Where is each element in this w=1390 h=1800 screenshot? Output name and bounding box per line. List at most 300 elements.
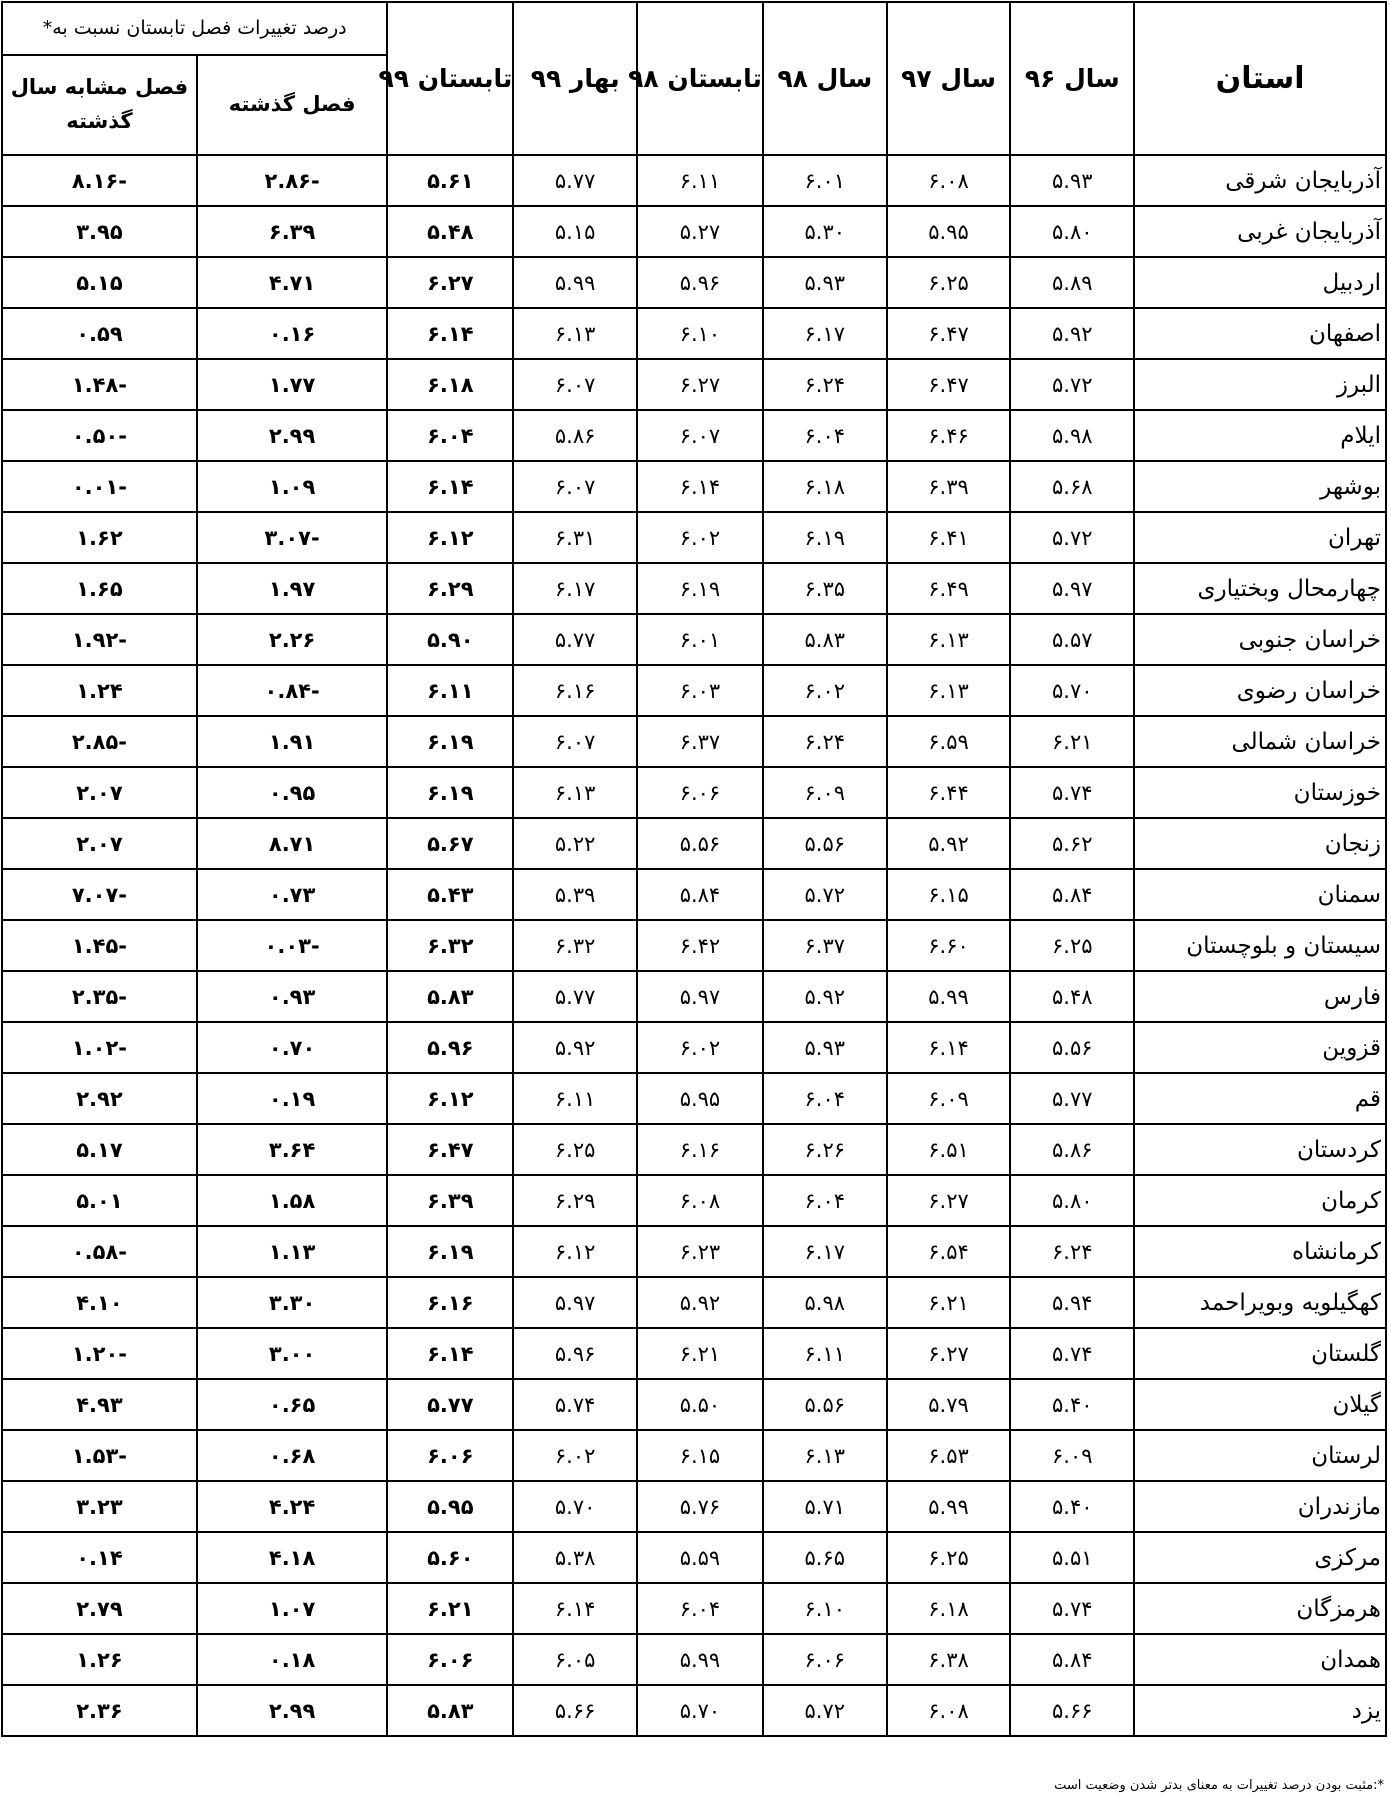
cell-summer-99: ۶.۱۶ xyxy=(387,1277,513,1328)
cell-province: کرمانشاه xyxy=(1134,1226,1386,1277)
cell-year-98: ۵.۵۶ xyxy=(763,818,887,869)
cell-summer-98: ۶.۲۱ xyxy=(637,1328,763,1379)
cell-province: سمنان xyxy=(1134,869,1386,920)
cell-year-96: ۵.۹۳ xyxy=(1010,155,1134,206)
cell-change-same-season: ۳.۲۳ xyxy=(2,1481,197,1532)
cell-summer-99: ۵.۶۷ xyxy=(387,818,513,869)
cell-year-96: ۵.۸۰ xyxy=(1010,1175,1134,1226)
cell-summer-99: ۶.۱۲ xyxy=(387,512,513,563)
table-row xyxy=(2,308,1386,359)
cell-year-98: ۵.۵۶ xyxy=(763,1379,887,1430)
cell-year-97: ۶.۳۸ xyxy=(887,1634,1011,1685)
cell-year-97: ۶.۵۱ xyxy=(887,1124,1011,1175)
cell-year-98: ۶.۲۴ xyxy=(763,716,887,767)
cell-year-96: ۵.۷۲ xyxy=(1010,359,1134,410)
cell-summer-99: ۶.۲۷ xyxy=(387,257,513,308)
cell-summer-99: ۵.۹۶ xyxy=(387,1022,513,1073)
cell-change-prev-season: ۱.۱۳ xyxy=(197,1226,387,1277)
cell-change-same-season: -۲.۳۵ xyxy=(2,971,197,1022)
cell-change-prev-season: ۲.۹۹ xyxy=(197,410,387,461)
cell-summer-98: ۶.۰۳ xyxy=(637,665,763,716)
cell-year-97: ۶.۳۹ xyxy=(887,461,1011,512)
cell-spring-99: ۶.۱۱ xyxy=(513,1073,637,1124)
cell-year-97: ۶.۵۴ xyxy=(887,1226,1011,1277)
cell-summer-98: ۵.۷۶ xyxy=(637,1481,763,1532)
cell-change-prev-season: ۰.۷۰ xyxy=(197,1022,387,1073)
cell-year-96: ۵.۹۸ xyxy=(1010,410,1134,461)
cell-province: ایلام xyxy=(1134,410,1386,461)
cell-change-prev-season: ۱.۰۹ xyxy=(197,461,387,512)
header-summer-99: تابستان ۹۹ xyxy=(387,2,513,155)
cell-year-98: ۶.۰۹ xyxy=(763,767,887,818)
cell-year-97: ۶.۴۴ xyxy=(887,767,1011,818)
cell-change-same-season: -۰.۵۰ xyxy=(2,410,197,461)
cell-spring-99: ۶.۱۳ xyxy=(513,308,637,359)
cell-summer-98: ۵.۵۰ xyxy=(637,1379,763,1430)
header-spring-99: بهار ۹۹ xyxy=(513,2,637,155)
table-row xyxy=(2,1175,1386,1226)
cell-summer-98: ۶.۲۳ xyxy=(637,1226,763,1277)
cell-year-97: ۶.۱۵ xyxy=(887,869,1011,920)
cell-spring-99: ۵.۹۷ xyxy=(513,1277,637,1328)
cell-summer-99: ۶.۰۶ xyxy=(387,1430,513,1481)
cell-year-98: ۶.۳۷ xyxy=(763,920,887,971)
cell-year-96: ۵.۴۰ xyxy=(1010,1379,1134,1430)
cell-year-98: ۵.۸۳ xyxy=(763,614,887,665)
cell-summer-99: ۶.۱۴ xyxy=(387,308,513,359)
cell-year-96: ۵.۵۷ xyxy=(1010,614,1134,665)
cell-spring-99: ۵.۷۴ xyxy=(513,1379,637,1430)
cell-year-97: ۵.۹۹ xyxy=(887,1481,1011,1532)
cell-year-96: ۵.۷۴ xyxy=(1010,1328,1134,1379)
cell-year-96: ۵.۷۴ xyxy=(1010,1583,1134,1634)
cell-year-97: ۶.۴۹ xyxy=(887,563,1011,614)
cell-summer-99: ۶.۱۱ xyxy=(387,665,513,716)
cell-year-97: ۶.۱۴ xyxy=(887,1022,1011,1073)
header-year-98: سال ۹۸ xyxy=(763,2,887,155)
cell-change-same-season: ۰.۵۹ xyxy=(2,308,197,359)
cell-summer-99: ۶.۱۴ xyxy=(387,461,513,512)
cell-summer-99: ۶.۲۹ xyxy=(387,563,513,614)
table-row xyxy=(2,920,1386,971)
cell-change-prev-season: ۲.۹۹ xyxy=(197,1685,387,1736)
cell-summer-99: ۶.۰۶ xyxy=(387,1634,513,1685)
cell-change-prev-season: ۳.۶۴ xyxy=(197,1124,387,1175)
cell-year-98: ۵.۶۵ xyxy=(763,1532,887,1583)
cell-province: کرمان xyxy=(1134,1175,1386,1226)
cell-province: گلستان xyxy=(1134,1328,1386,1379)
cell-spring-99: ۵.۷۷ xyxy=(513,971,637,1022)
cell-spring-99: ۶.۱۴ xyxy=(513,1583,637,1634)
cell-change-prev-season: ۱.۷۷ xyxy=(197,359,387,410)
cell-year-97: ۶.۲۱ xyxy=(887,1277,1011,1328)
cell-summer-98: ۶.۰۸ xyxy=(637,1175,763,1226)
cell-change-prev-season: -۰.۸۴ xyxy=(197,665,387,716)
cell-spring-99: ۶.۰۷ xyxy=(513,461,637,512)
table-row xyxy=(2,1124,1386,1175)
cell-summer-99: ۵.۸۳ xyxy=(387,1685,513,1736)
cell-year-98: ۶.۲۶ xyxy=(763,1124,887,1175)
cell-spring-99: ۵.۳۹ xyxy=(513,869,637,920)
cell-year-96: ۵.۸۴ xyxy=(1010,1634,1134,1685)
cell-spring-99: ۵.۹۶ xyxy=(513,1328,637,1379)
cell-year-98: ۶.۰۶ xyxy=(763,1634,887,1685)
cell-summer-98: ۶.۲۷ xyxy=(637,359,763,410)
cell-change-prev-season: -۳.۰۷ xyxy=(197,512,387,563)
cell-year-96: ۵.۶۸ xyxy=(1010,461,1134,512)
province-table-sheet xyxy=(1,1,1387,1737)
cell-summer-99: ۶.۱۹ xyxy=(387,716,513,767)
header-same-season-prev-year: فصل مشابه سال گذشته xyxy=(2,55,197,155)
cell-change-prev-season: ۰.۷۳ xyxy=(197,869,387,920)
cell-year-96: ۵.۶۲ xyxy=(1010,818,1134,869)
cell-year-96: ۵.۵۱ xyxy=(1010,1532,1134,1583)
cell-province: چهارمحال وبختیاری xyxy=(1134,563,1386,614)
cell-spring-99: ۶.۰۲ xyxy=(513,1430,637,1481)
cell-province: اصفهان xyxy=(1134,308,1386,359)
cell-year-97: ۶.۰۹ xyxy=(887,1073,1011,1124)
table-row xyxy=(2,1277,1386,1328)
cell-province: خراسان جنوبی xyxy=(1134,614,1386,665)
cell-year-96: ۵.۴۰ xyxy=(1010,1481,1134,1532)
cell-spring-99: ۵.۸۶ xyxy=(513,410,637,461)
cell-summer-98: ۵.۸۴ xyxy=(637,869,763,920)
cell-year-96: ۵.۷۰ xyxy=(1010,665,1134,716)
cell-change-prev-season: -۲.۸۶ xyxy=(197,155,387,206)
cell-summer-98: ۵.۲۷ xyxy=(637,206,763,257)
cell-summer-99: ۶.۴۷ xyxy=(387,1124,513,1175)
table-row xyxy=(2,359,1386,410)
table-row xyxy=(2,512,1386,563)
cell-summer-98: ۶.۱۶ xyxy=(637,1124,763,1175)
table-row xyxy=(2,818,1386,869)
province-data-table xyxy=(1,1,1387,1737)
table-row xyxy=(2,716,1386,767)
cell-change-same-season: -۱.۵۳ xyxy=(2,1430,197,1481)
cell-province: خراسان شمالی xyxy=(1134,716,1386,767)
cell-year-98: ۶.۲۴ xyxy=(763,359,887,410)
cell-summer-98: ۶.۰۴ xyxy=(637,1583,763,1634)
table-header xyxy=(2,2,1386,155)
cell-province: کردستان xyxy=(1134,1124,1386,1175)
cell-spring-99: ۵.۹۲ xyxy=(513,1022,637,1073)
cell-change-same-season: ۲.۳۶ xyxy=(2,1685,197,1736)
cell-spring-99: ۶.۲۹ xyxy=(513,1175,637,1226)
cell-year-98: ۵.۷۲ xyxy=(763,869,887,920)
cell-year-97: ۵.۹۲ xyxy=(887,818,1011,869)
cell-year-96: ۵.۹۲ xyxy=(1010,308,1134,359)
cell-year-98: ۶.۱۳ xyxy=(763,1430,887,1481)
table-row xyxy=(2,971,1386,1022)
cell-spring-99: ۵.۷۷ xyxy=(513,614,637,665)
header-province: استان xyxy=(1134,2,1386,155)
cell-year-97: ۶.۰۸ xyxy=(887,155,1011,206)
cell-change-prev-season: ۳.۳۰ xyxy=(197,1277,387,1328)
cell-year-97: ۵.۷۹ xyxy=(887,1379,1011,1430)
footnote: *:مثبت بودن درصد تغییرات به معنای بدتر شدن وضعیت است xyxy=(1054,1778,1384,1793)
table-row xyxy=(2,257,1386,308)
cell-year-98: ۶.۱۷ xyxy=(763,1226,887,1277)
cell-year-96: ۶.۲۵ xyxy=(1010,920,1134,971)
cell-year-97: ۶.۴۷ xyxy=(887,359,1011,410)
table-row xyxy=(2,1685,1386,1736)
cell-province: خراسان رضوی xyxy=(1134,665,1386,716)
cell-summer-98: ۵.۹۷ xyxy=(637,971,763,1022)
cell-year-97: ۶.۲۷ xyxy=(887,1175,1011,1226)
cell-year-98: ۵.۷۲ xyxy=(763,1685,887,1736)
cell-change-prev-season: ۱.۰۷ xyxy=(197,1583,387,1634)
cell-province: البرز xyxy=(1134,359,1386,410)
cell-year-96: ۵.۶۶ xyxy=(1010,1685,1134,1736)
cell-province: تهران xyxy=(1134,512,1386,563)
cell-year-97: ۵.۹۹ xyxy=(887,971,1011,1022)
cell-summer-99: ۵.۸۳ xyxy=(387,971,513,1022)
cell-summer-99: ۶.۱۸ xyxy=(387,359,513,410)
cell-summer-99: ۶.۱۲ xyxy=(387,1073,513,1124)
table-row xyxy=(2,410,1386,461)
cell-summer-98: ۶.۱۹ xyxy=(637,563,763,614)
cell-year-97: ۶.۴۷ xyxy=(887,308,1011,359)
cell-spring-99: ۵.۳۸ xyxy=(513,1532,637,1583)
cell-summer-99: ۵.۹۵ xyxy=(387,1481,513,1532)
cell-summer-98: ۵.۹۹ xyxy=(637,1634,763,1685)
cell-year-97: ۶.۱۳ xyxy=(887,614,1011,665)
cell-year-98: ۶.۱۰ xyxy=(763,1583,887,1634)
cell-change-prev-season: ۰.۱۶ xyxy=(197,308,387,359)
table-row xyxy=(2,563,1386,614)
cell-change-same-season: ۲.۹۲ xyxy=(2,1073,197,1124)
cell-province: هرمزگان xyxy=(1134,1583,1386,1634)
cell-summer-98: ۵.۷۰ xyxy=(637,1685,763,1736)
cell-spring-99: ۶.۰۵ xyxy=(513,1634,637,1685)
cell-year-98: ۵.۷۱ xyxy=(763,1481,887,1532)
cell-change-same-season: ۴.۹۳ xyxy=(2,1379,197,1430)
cell-year-98: ۶.۰۴ xyxy=(763,1073,887,1124)
cell-summer-98: ۶.۱۰ xyxy=(637,308,763,359)
cell-spring-99: ۵.۹۹ xyxy=(513,257,637,308)
cell-year-98: ۵.۳۰ xyxy=(763,206,887,257)
table-row xyxy=(2,1634,1386,1685)
cell-spring-99: ۶.۳۲ xyxy=(513,920,637,971)
cell-summer-99: ۶.۱۹ xyxy=(387,767,513,818)
cell-spring-99: ۵.۶۶ xyxy=(513,1685,637,1736)
cell-summer-99: ۵.۹۰ xyxy=(387,614,513,665)
cell-change-same-season: -۱.۴۸ xyxy=(2,359,197,410)
cell-summer-98: ۶.۱۴ xyxy=(637,461,763,512)
cell-summer-98: ۵.۵۶ xyxy=(637,818,763,869)
cell-spring-99: ۵.۲۲ xyxy=(513,818,637,869)
cell-change-prev-season: ۰.۱۸ xyxy=(197,1634,387,1685)
table-row xyxy=(2,1532,1386,1583)
cell-change-same-season: -۷.۰۷ xyxy=(2,869,197,920)
cell-change-same-season: ۵.۱۵ xyxy=(2,257,197,308)
cell-summer-98: ۶.۱۱ xyxy=(637,155,763,206)
cell-year-96: ۵.۷۲ xyxy=(1010,512,1134,563)
cell-change-prev-season: ۰.۹۵ xyxy=(197,767,387,818)
cell-province: لرستان xyxy=(1134,1430,1386,1481)
cell-year-98: ۵.۹۳ xyxy=(763,257,887,308)
table-row xyxy=(2,1073,1386,1124)
cell-year-96: ۵.۸۶ xyxy=(1010,1124,1134,1175)
cell-year-96: ۵.۷۴ xyxy=(1010,767,1134,818)
cell-summer-98: ۶.۰۲ xyxy=(637,1022,763,1073)
cell-summer-99: ۵.۶۰ xyxy=(387,1532,513,1583)
cell-summer-99: ۶.۳۹ xyxy=(387,1175,513,1226)
cell-summer-99: ۶.۲۱ xyxy=(387,1583,513,1634)
cell-change-prev-season: ۰.۹۳ xyxy=(197,971,387,1022)
cell-province: قم xyxy=(1134,1073,1386,1124)
table-row xyxy=(2,1481,1386,1532)
cell-year-96: ۵.۸۹ xyxy=(1010,257,1134,308)
cell-change-same-season: ۵.۰۱ xyxy=(2,1175,197,1226)
cell-year-96: ۵.۸۴ xyxy=(1010,869,1134,920)
table-row xyxy=(2,1379,1386,1430)
cell-spring-99: ۶.۰۷ xyxy=(513,716,637,767)
cell-year-96: ۵.۸۰ xyxy=(1010,206,1134,257)
cell-year-97: ۶.۵۳ xyxy=(887,1430,1011,1481)
cell-province: همدان xyxy=(1134,1634,1386,1685)
cell-change-prev-season: ۰.۱۹ xyxy=(197,1073,387,1124)
cell-spring-99: ۶.۱۲ xyxy=(513,1226,637,1277)
cell-year-97: ۶.۲۷ xyxy=(887,1328,1011,1379)
cell-summer-99: ۶.۳۲ xyxy=(387,920,513,971)
cell-change-same-season: ۲.۰۷ xyxy=(2,818,197,869)
cell-year-97: ۶.۴۶ xyxy=(887,410,1011,461)
cell-province: زنجان xyxy=(1134,818,1386,869)
cell-year-96: ۶.۲۴ xyxy=(1010,1226,1134,1277)
cell-change-same-season: ۲.۰۷ xyxy=(2,767,197,818)
cell-province: آذربایجان شرقی xyxy=(1134,155,1386,206)
cell-year-96: ۵.۴۸ xyxy=(1010,971,1134,1022)
cell-year-98: ۶.۰۴ xyxy=(763,1175,887,1226)
cell-year-98: ۶.۱۹ xyxy=(763,512,887,563)
cell-province: قزوین xyxy=(1134,1022,1386,1073)
cell-summer-98: ۵.۹۶ xyxy=(637,257,763,308)
cell-spring-99: ۶.۱۷ xyxy=(513,563,637,614)
table-row xyxy=(2,665,1386,716)
cell-spring-99: ۶.۱۳ xyxy=(513,767,637,818)
table-row xyxy=(2,1583,1386,1634)
cell-year-97: ۶.۱۸ xyxy=(887,1583,1011,1634)
cell-province: اردبیل xyxy=(1134,257,1386,308)
header-change-group: درصد تغییرات فصل تابستان نسبت به* xyxy=(2,2,387,55)
cell-change-same-season: -۱.۹۲ xyxy=(2,614,197,665)
cell-year-98: ۶.۰۱ xyxy=(763,155,887,206)
cell-summer-98: ۵.۵۹ xyxy=(637,1532,763,1583)
table-row xyxy=(2,155,1386,206)
cell-spring-99: ۵.۷۷ xyxy=(513,155,637,206)
cell-year-98: ۶.۳۵ xyxy=(763,563,887,614)
table-row xyxy=(2,1430,1386,1481)
cell-change-prev-season: ۸.۷۱ xyxy=(197,818,387,869)
cell-summer-98: ۶.۰۷ xyxy=(637,410,763,461)
cell-change-same-season: -۱.۲۰ xyxy=(2,1328,197,1379)
cell-summer-98: ۶.۰۶ xyxy=(637,767,763,818)
cell-change-same-season: -۰.۰۱ xyxy=(2,461,197,512)
cell-change-same-season: ۱.۶۵ xyxy=(2,563,197,614)
cell-year-98: ۶.۱۱ xyxy=(763,1328,887,1379)
cell-summer-98: ۶.۴۲ xyxy=(637,920,763,971)
cell-change-prev-season: ۲.۲۶ xyxy=(197,614,387,665)
cell-province: آذربایجان غربی xyxy=(1134,206,1386,257)
cell-spring-99: ۶.۳۱ xyxy=(513,512,637,563)
cell-year-96: ۵.۹۴ xyxy=(1010,1277,1134,1328)
cell-spring-99: ۶.۰۷ xyxy=(513,359,637,410)
cell-change-prev-season: ۴.۱۸ xyxy=(197,1532,387,1583)
cell-year-97: ۶.۱۳ xyxy=(887,665,1011,716)
cell-spring-99: ۵.۷۰ xyxy=(513,1481,637,1532)
cell-change-same-season: ۰.۱۴ xyxy=(2,1532,197,1583)
cell-change-same-season: ۴.۱۰ xyxy=(2,1277,197,1328)
cell-province: گیلان xyxy=(1134,1379,1386,1430)
cell-year-98: ۶.۱۸ xyxy=(763,461,887,512)
cell-year-96: ۵.۹۷ xyxy=(1010,563,1134,614)
cell-year-97: ۶.۴۱ xyxy=(887,512,1011,563)
cell-province: فارس xyxy=(1134,971,1386,1022)
cell-province: سیستان و بلوچستان xyxy=(1134,920,1386,971)
cell-change-same-season: ۱.۲۶ xyxy=(2,1634,197,1685)
cell-summer-98: ۵.۹۲ xyxy=(637,1277,763,1328)
table-row xyxy=(2,206,1386,257)
cell-year-98: ۶.۱۷ xyxy=(763,308,887,359)
header-prev-season: فصل گذشته xyxy=(197,55,387,155)
cell-year-97: ۶.۲۵ xyxy=(887,257,1011,308)
cell-spring-99: ۶.۱۶ xyxy=(513,665,637,716)
cell-change-same-season: ۵.۱۷ xyxy=(2,1124,197,1175)
cell-change-prev-season: ۱.۹۱ xyxy=(197,716,387,767)
table-row xyxy=(2,461,1386,512)
cell-province: مرکزی xyxy=(1134,1532,1386,1583)
cell-summer-99: ۶.۱۴ xyxy=(387,1328,513,1379)
cell-change-same-season: ۲.۷۹ xyxy=(2,1583,197,1634)
cell-year-98: ۵.۹۲ xyxy=(763,971,887,1022)
table-row xyxy=(2,1328,1386,1379)
cell-year-96: ۶.۰۹ xyxy=(1010,1430,1134,1481)
cell-change-prev-season: ۱.۵۸ xyxy=(197,1175,387,1226)
cell-province: خوزستان xyxy=(1134,767,1386,818)
cell-spring-99: ۵.۱۵ xyxy=(513,206,637,257)
header-year-97: سال ۹۷ xyxy=(887,2,1011,155)
cell-year-97: ۵.۹۵ xyxy=(887,206,1011,257)
cell-change-prev-season: ۴.۷۱ xyxy=(197,257,387,308)
cell-province: یزد xyxy=(1134,1685,1386,1736)
header-summer-98: تابستان ۹۸ xyxy=(637,2,763,155)
cell-change-same-season: -۰.۵۸ xyxy=(2,1226,197,1277)
cell-year-97: ۶.۰۸ xyxy=(887,1685,1011,1736)
cell-change-same-season: -۸.۱۶ xyxy=(2,155,197,206)
cell-year-96: ۵.۵۶ xyxy=(1010,1022,1134,1073)
cell-change-prev-season: ۴.۲۴ xyxy=(197,1481,387,1532)
cell-summer-98: ۵.۹۵ xyxy=(637,1073,763,1124)
cell-year-97: ۶.۲۵ xyxy=(887,1532,1011,1583)
cell-province: مازندران xyxy=(1134,1481,1386,1532)
table-row xyxy=(2,1022,1386,1073)
cell-change-prev-season: ۶.۳۹ xyxy=(197,206,387,257)
cell-change-prev-season: ۳.۰۰ xyxy=(197,1328,387,1379)
cell-summer-99: ۶.۰۴ xyxy=(387,410,513,461)
cell-summer-98: ۶.۰۲ xyxy=(637,512,763,563)
cell-summer-99: ۵.۶۱ xyxy=(387,155,513,206)
cell-year-97: ۶.۶۰ xyxy=(887,920,1011,971)
cell-year-96: ۶.۲۱ xyxy=(1010,716,1134,767)
cell-change-same-season: ۳.۹۵ xyxy=(2,206,197,257)
cell-year-97: ۶.۵۹ xyxy=(887,716,1011,767)
cell-summer-99: ۶.۱۹ xyxy=(387,1226,513,1277)
cell-year-98: ۶.۰۲ xyxy=(763,665,887,716)
table-row xyxy=(2,1226,1386,1277)
cell-summer-98: ۶.۰۱ xyxy=(637,614,763,665)
cell-year-96: ۵.۷۷ xyxy=(1010,1073,1134,1124)
